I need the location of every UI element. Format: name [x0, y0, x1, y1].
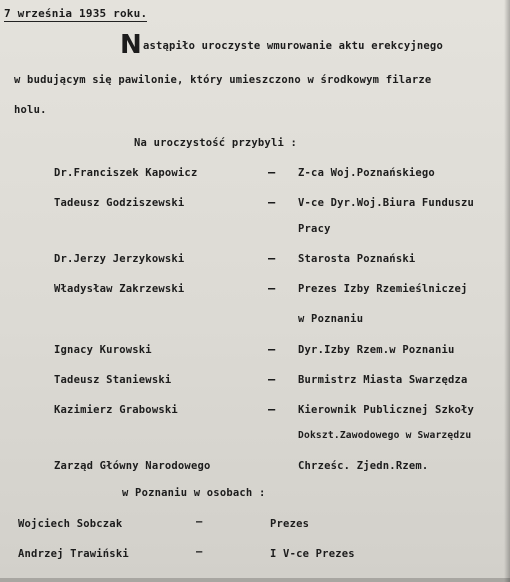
attendee-role-continued: Dokszt.Zawodowego w Swarzędzu [298, 430, 472, 441]
attendee-role: Burmistrz Miasta Swarzędza [298, 374, 468, 386]
member-dash: – [196, 516, 203, 528]
page-edge-shadow [504, 0, 510, 582]
attendee-name: Dr.Jerzy Jerzykowski [54, 253, 185, 265]
attendee-name: Tadeusz Staniewski [54, 374, 172, 386]
intro-line-1 [120, 30, 443, 60]
attendee-role: Chrześc. Zjedn.Rzem. [298, 460, 429, 472]
intro-line-1-text: astąpiło uroczyste wmurowanie aktu erekcyjnego [142, 40, 443, 52]
attendee-role-continued: Pracy [298, 223, 331, 235]
member-role: Prezes [270, 518, 310, 530]
attendee-role: Prezes Izby Rzemieślniczej [298, 283, 468, 295]
attendee-name: Kazimierz Grabowski [54, 404, 178, 416]
attendee-role: Starosta Poznański [298, 253, 416, 265]
attendee-name: Tadeusz Godziszewski [54, 197, 185, 209]
attendee-dash: – [268, 195, 276, 209]
attendee-role: Z-ca Woj.Poznańskiego [298, 167, 435, 179]
attendee-dash: – [268, 372, 276, 386]
attendee-dash: – [268, 251, 276, 265]
group-heading: w Poznaniu w osobach : [122, 487, 266, 499]
attendee-dash: – [268, 165, 276, 179]
member-role: I V-ce Prezes [270, 548, 355, 560]
attendee-role: Kierownik Publicznej Szkoły [298, 404, 475, 416]
intro-line-2: w budującym się pawilonie, który umieszczono w środkowym filarze [14, 74, 432, 86]
attendee-name: Ignacy Kurowski [54, 344, 152, 356]
attendee-name: Dr.Franciszek Kapowicz [54, 167, 198, 179]
attendee-dash: – [268, 342, 276, 356]
document-date: 7 września 1935 roku. [4, 7, 148, 20]
attendee-dash: – [268, 402, 276, 416]
member-dash: – [196, 546, 203, 558]
attendee-name: Zarząd Główny Narodowego [54, 460, 211, 472]
intro-line-3: holu. [14, 104, 47, 116]
member-name: Andrzej Trawiński [18, 548, 129, 560]
drop-cap: N [120, 30, 142, 60]
attendees-heading: Na uroczystość przybyli : [134, 137, 298, 149]
attendee-dash: – [268, 281, 276, 295]
member-name: Wojciech Sobczak [18, 518, 123, 530]
attendee-name: Władysław Zakrzewski [54, 283, 185, 295]
attendee-role: Dyr.Izby Rzem.w Poznaniu [298, 344, 455, 356]
attendee-role-continued: w Poznaniu [298, 313, 364, 325]
attendee-role: V-ce Dyr.Woj.Biura Funduszu [298, 197, 475, 209]
page-bottom-edge [0, 578, 510, 582]
